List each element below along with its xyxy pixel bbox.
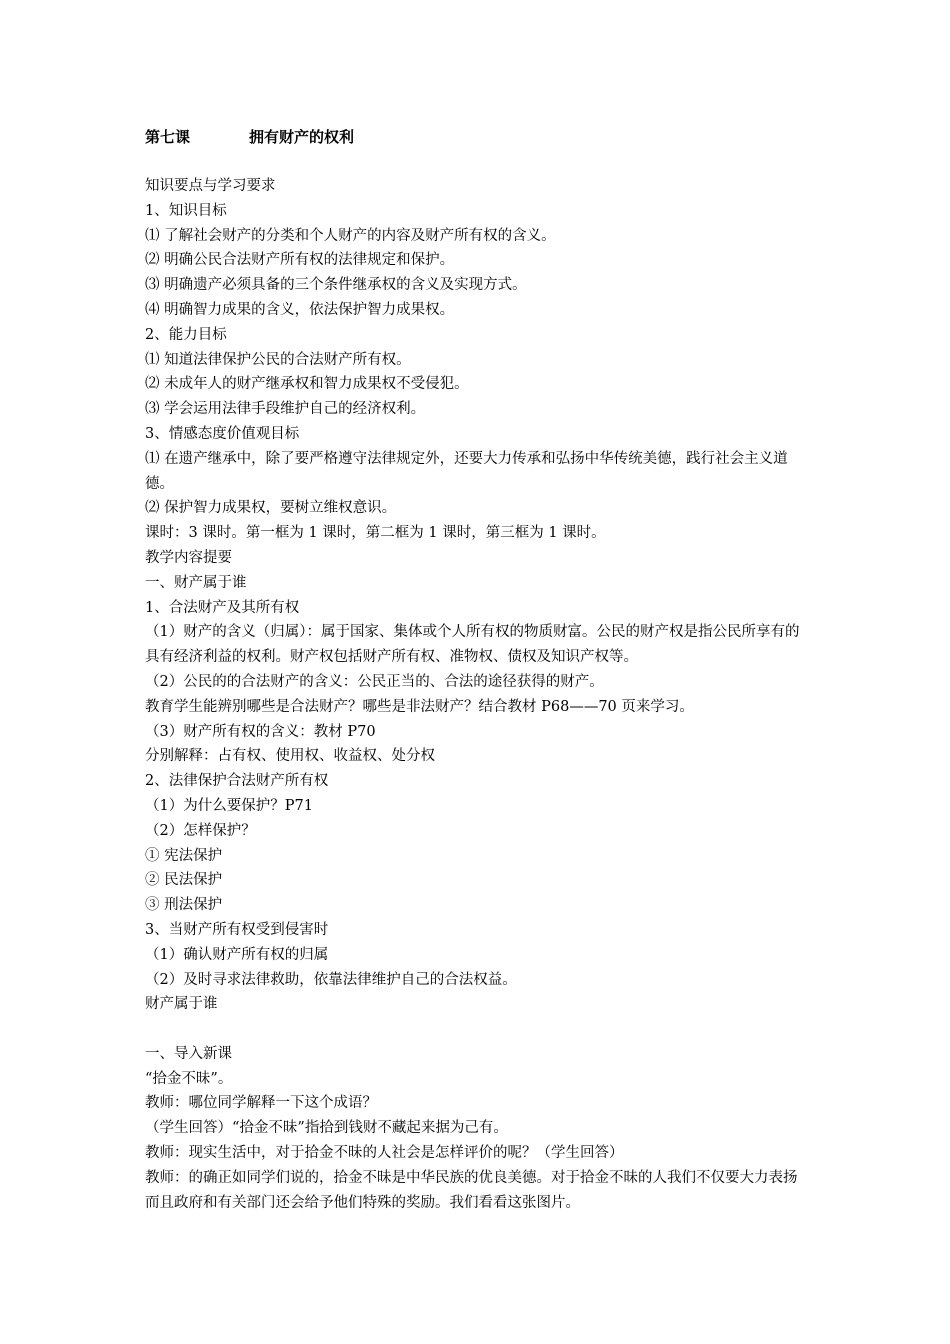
paragraph-line: 课时：3 课时。第一框为 1 课时，第二框为 1 课时，第三框为 1 课时。 — [145, 525, 606, 542]
paragraph-line: 教学内容提要 — [145, 549, 232, 566]
paragraph-line: （2）怎样保护？ — [145, 822, 256, 839]
paragraph-line: ⑷ 明确智力成果的含义，依法保护智力成果权。 — [145, 301, 455, 318]
paragraph-line: 1、知识目标 — [145, 202, 227, 219]
paragraph-line: ⑶ 明确遗产必须具备的三个条件继承权的含义及实现方式。 — [145, 277, 527, 294]
paragraph-line: ② 民法保护 — [145, 872, 223, 889]
paragraph-line: ⑵ 未成年人的财产继承权和智力成果权不受侵犯。 — [145, 376, 469, 393]
paragraph-line: 1、合法财产及其所有权 — [145, 599, 300, 616]
document-body — [145, 174, 810, 1215]
paragraph-line: ⑵ 明确公民合法财产所有权的法律规定和保护。 — [145, 252, 455, 269]
paragraph-line: 教师：的确正如同学们说的，拾金不昧是中华民族的优良美德。对于拾金不昧的人我们不仅要大力表扬而且政府和有关部门还会给予他们特殊的奖励。我们看看这张图片。 — [145, 1169, 798, 1211]
paragraph-line: 财产属于谁 — [145, 996, 218, 1013]
paragraph-line: 知识要点与学习要求 — [145, 178, 276, 194]
paragraph-line: 教师：哪位同学解释一下这个成语？ — [145, 1095, 377, 1112]
paragraph-line: （1）财产的含义（归属）：属于国家、集体或个人所有权的物质财富。公民的财产权是指公民所享有的具有经济利益的权利。财产权包括财产所有权、准物权、债权及知识产权等。 — [145, 624, 800, 666]
paragraph-line: ⑵ 保护智力成果权，要树立维权意识。 — [145, 500, 397, 517]
paragraph-line: （1）为什么要保护？P71 — [145, 797, 313, 814]
paragraph-line: 一、财产属于谁 — [145, 574, 247, 591]
paragraph-line: “拾金不昧”。 — [145, 1070, 233, 1087]
paragraph-line: ⑶ 学会运用法律手段维护自己的经济权利。 — [145, 401, 426, 418]
paragraph-line: （3）财产所有权的含义：教材 P70 — [145, 723, 376, 740]
lesson-title — [145, 126, 354, 148]
paragraph-line: 3、当财产所有权受到侵害时 — [145, 921, 329, 938]
lesson-number: 第七课 — [145, 128, 191, 146]
paragraph-line: ⑴ 知道法律保护公民的合法财产所有权。 — [145, 351, 411, 368]
paragraph-line: 一、导入新课 — [145, 1045, 232, 1062]
paragraph-line: ③ 刑法保护 — [145, 897, 223, 914]
paragraph-line: 分别解释：占有权、使用权、收益权、处分权 — [145, 748, 435, 765]
paragraph-line: （1）确认财产所有权的归属 — [145, 946, 329, 963]
paragraph-line: 2、法律保护合法财产所有权 — [145, 773, 329, 790]
paragraph-line: 教师：现实生活中，对于拾金不昧的人社会是怎样评价的呢？（学生回答） — [145, 1145, 624, 1162]
paragraph-line: （2）公民的的合法财产的含义：公民正当的、合法的途径获得的财产。 — [145, 673, 604, 690]
lesson-topic: 拥有财产的权利 — [249, 128, 355, 146]
paragraph-line: 3、情感态度价值观目标 — [145, 425, 300, 442]
paragraph-line: ① 宪法保护 — [145, 847, 223, 864]
paragraph-line — [145, 1017, 810, 1042]
paragraph-line: （学生回答）“拾金不昧”指拾到钱财不藏起来据为己有。 — [145, 1120, 508, 1137]
paragraph-line: 教育学生能辨别哪些是合法财产？哪些是非法财产？结合教材 P68——70 页来学习。 — [145, 698, 694, 715]
paragraph-line: （2）及时寻求法律救助，依靠法律维护自己的合法权益。 — [145, 971, 517, 988]
paragraph-line: 2、能力目标 — [145, 326, 227, 343]
paragraph-line: ⑴ 了解社会财产的分类和个人财产的内容及财产所有权的含义。 — [145, 227, 556, 244]
paragraph-line: ⑴ 在遗产继承中，除了要严格遵守法律规定外，还要大力传承和弘扬中华传统美德，践行社会主义道德。 — [145, 450, 788, 492]
